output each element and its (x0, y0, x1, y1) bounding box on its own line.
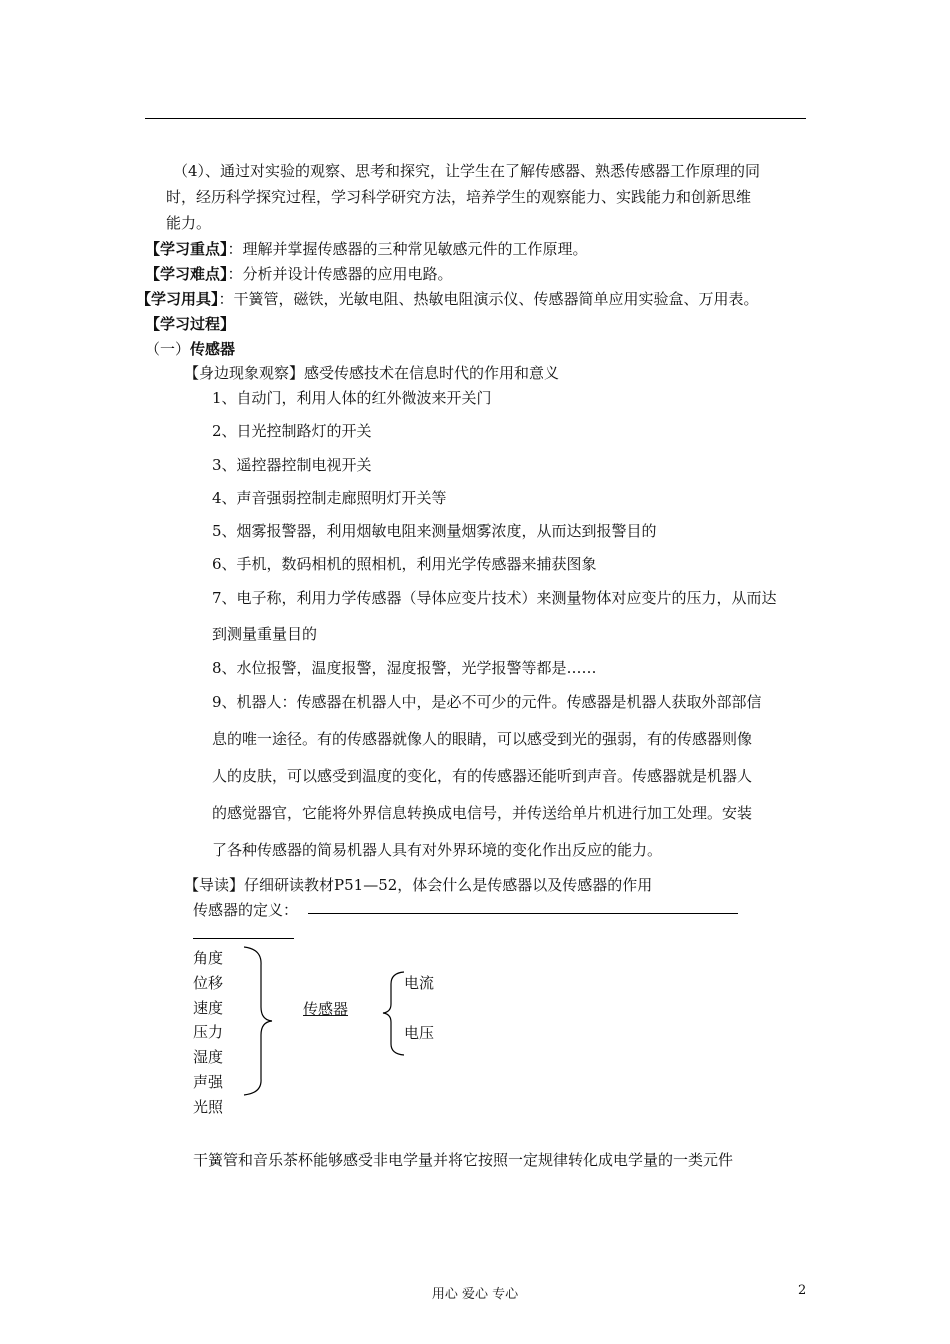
process-heading: 【学习过程】 (145, 315, 236, 333)
list-item: 人的皮肤，可以感受到温度的变化，有的传感器还能听到声音。传感器就是机器人 (212, 767, 753, 785)
tools-label: 【学习用具】 (136, 290, 219, 308)
diagram-input: 声强 (193, 1073, 224, 1091)
diagram-input: 速度 (193, 999, 224, 1017)
guide-label: 【导读】 (184, 876, 245, 894)
observe-text: 感受传感技术在信息时代的作用和意义 (304, 364, 560, 382)
difficulty-label: 【学习难点】 (145, 265, 228, 283)
diagram-center-sensor: 传感器 (303, 1000, 349, 1018)
objective-4-line-1: （4）、通过对实验的观察、思考和探究，让学生在了解传感器、熟悉传感器工作原理的同 (173, 162, 761, 180)
list-item: 2、日光控制路灯的开关 (212, 422, 372, 440)
list-item: 的感觉器官，它能将外界信息转换成电信号，并传送给单片机进行加工处理。安装 (212, 804, 753, 822)
list-item: 息的唯一途径。有的传感器就像人的眼睛，可以感受到光的强弱，有的传感器则像 (212, 730, 753, 748)
observe-label: 【身边现象观察】 (184, 364, 305, 382)
list-item: 5、烟雾报警器，利用烟敏电阻来测量烟雾浓度，从而达到报警目的 (212, 522, 657, 540)
section-1-prefix: （一） (145, 340, 191, 358)
list-item: 到测量重量目的 (212, 625, 318, 643)
diagram-output: 电流 (404, 974, 435, 992)
tools-text: ：干簧管，磁铁，光敏电阻、热敏电阻演示仪、传感器简单应用实验盒、万用表。 (218, 290, 759, 308)
key-point-label: 【学习重点】 (145, 240, 228, 258)
section-1-title: 传感器 (190, 340, 236, 358)
page-number: 2 (798, 1283, 807, 1298)
conclusion-text: 干簧管和音乐茶杯能够感受非电学量并将它按照一定规律转化成电学量的一类元件 (193, 1151, 734, 1169)
list-item: 8、水位报警，温度报警，湿度报警，光学报警等都是…… (212, 659, 597, 677)
list-item: 4、声音强弱控制走廊照明灯开关等 (212, 489, 447, 507)
diagram-input: 位移 (193, 974, 224, 992)
right-brace (244, 947, 272, 1095)
guide-text: 仔细研读教材P51—52，体会什么是传感器以及传感器的作用 (244, 876, 653, 894)
definition-label: 传感器的定义： (193, 901, 299, 919)
list-item: 3、遥控器控制电视开关 (212, 456, 372, 474)
objective-4-line-3: 能力。 (166, 214, 212, 232)
difficulty-text: ：分析并设计传感器的应用电路。 (227, 265, 453, 283)
list-item: 1、自动门，利用人体的红外微波来开关门 (212, 389, 492, 407)
diagram-input: 湿度 (193, 1048, 224, 1066)
left-brace (383, 972, 404, 1055)
list-item: 9、机器人：传感器在机器人中，是必不可少的元件。传感器是机器人获取外部部信 (212, 693, 762, 711)
diagram-output: 电压 (404, 1024, 435, 1042)
list-item: 7、电子称，利用力学传感器（导体应变片技术）来测量物体对应变片的压力，从而达 (212, 589, 777, 607)
diagram-input: 光照 (193, 1098, 224, 1116)
objective-4-line-2: 时，经历科学探究过程，学习科学研究方法，培养学生的观察能力、实践能力和创新思维 (166, 188, 752, 206)
footer-text: 用心 爱心 专心 (431, 1287, 519, 1302)
key-point-text: ：理解并掌握传感器的三种常见敏感元件的工作原理。 (227, 240, 588, 258)
diagram-input: 角度 (193, 949, 224, 967)
list-item: 6、手机，数码相机的照相机，利用光学传感器来捕获图象 (212, 555, 597, 573)
diagram-input: 压力 (193, 1023, 224, 1041)
list-item: 了各种传感器的简易机器人具有对外界环境的变化作出反应的能力。 (212, 841, 663, 859)
